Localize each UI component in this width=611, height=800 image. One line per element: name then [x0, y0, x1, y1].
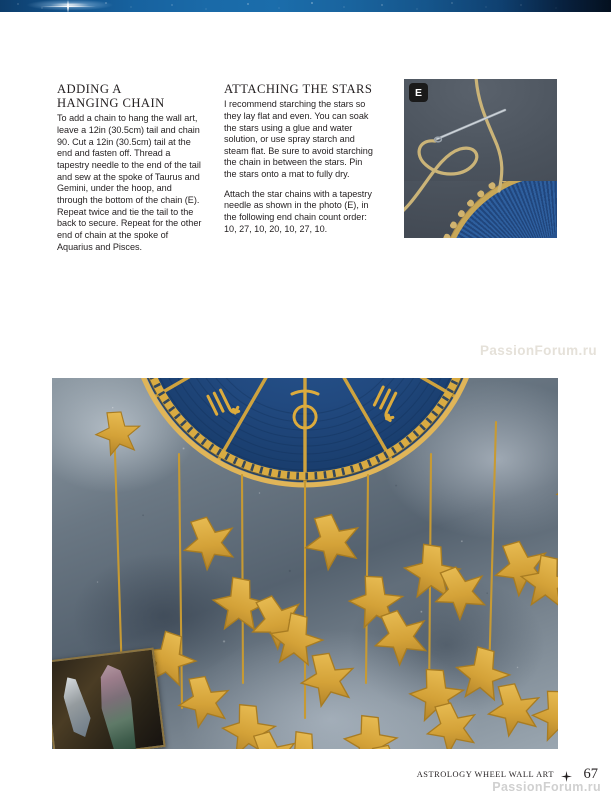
- heading-line-1: ADDING A: [57, 82, 122, 96]
- photo-finished-wall-art: [52, 378, 558, 749]
- heading-adding-a-hanging-chain: [57, 82, 204, 110]
- heading-attaching-the-stars: ATTACHING THE STARS: [224, 82, 373, 96]
- watermark-middle: PassionForum.ru: [479, 343, 597, 358]
- page-footer: [0, 766, 611, 792]
- four-point-star-icon: [561, 771, 572, 782]
- starfield-header-band: [0, 0, 611, 12]
- page-number: 67: [583, 766, 598, 782]
- yarn-and-needle-graphic: [404, 79, 557, 238]
- paragraph-attach-star-chains: Attach the star chains with a tapestry needle as shown in the photo (E), in the following end chain count order: 10, 27, 10, 20, 10, 27, 10.: [224, 188, 372, 234]
- watermark-footer: PassionForum.ru: [492, 780, 601, 794]
- footer-title: ASTROLOGY WHEEL WALL ART: [416, 770, 554, 779]
- section-attaching-the-stars: [224, 82, 374, 235]
- zodiac-wheel: [130, 378, 480, 485]
- paragraph-hanging-chain: To add a chain to hang the wall art, leave a 12in (30.5cm) tail and chain 90. Cut a 12in (30.5cm) tail at the end and fasten off. Thread a tapestry needle to the end of the tail and sew at the spoke of Taurus and Gemini, under the hoop, and through the bottom of the chain (E). Repeat twice and tie the tail to the back to secure. Repeat for the other end of chain at the spoke of Aquarius and Pisces.: [57, 113, 202, 252]
- photo-step-e: [404, 79, 557, 238]
- section-adding-a-hanging-chain: [57, 82, 204, 253]
- photo-label-e: E: [409, 83, 428, 102]
- paragraph-starching-stars: I recommend starching the stars so they lay flat and even. You can soak the stars using a glue and water solution, or use spray starch and steam flat. Be sure to avoid starching the chain in between the stars. Pin the stars onto a mat to fully dry.: [224, 99, 373, 180]
- heading-line-2: HANGING CHAIN: [57, 96, 165, 111]
